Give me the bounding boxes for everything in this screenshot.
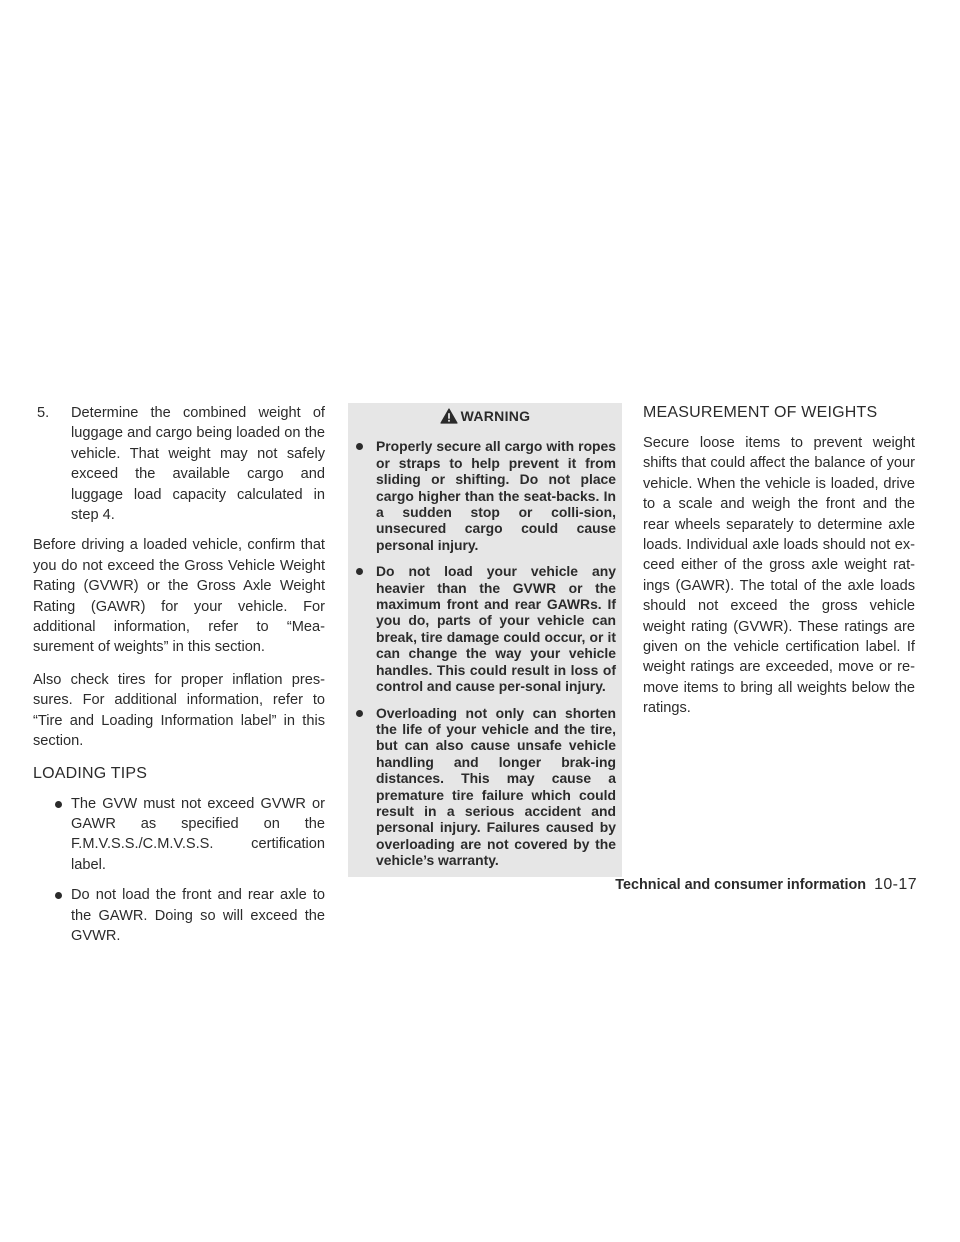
right-column	[643, 403, 915, 731]
bullet-icon	[55, 801, 62, 808]
warning-column	[348, 403, 622, 877]
loading-tip-item	[33, 885, 325, 946]
measurement-heading: MEASUREMENT OF WEIGHTS	[643, 404, 878, 421]
warning-item	[354, 563, 616, 694]
loading-tip-text: Do not load the front and rear axle to the GAWR. Doing so will exceed the GVWR.	[71, 887, 325, 944]
tire-inflation-paragraph: Also check tires for proper inflation pres-sures. For additional information, refer to “Tire and Loading Information label” in this section.	[33, 671, 325, 750]
warning-header	[354, 408, 616, 424]
bullet-icon	[356, 443, 363, 450]
bullet-icon	[356, 568, 363, 575]
bullet-icon	[356, 710, 363, 717]
bullet-icon	[55, 892, 62, 899]
section-title: Technical and consumer information	[615, 877, 867, 893]
warning-text: Do not load your vehicle any heavier than the GVWR or the maximum front and rear GAWRs. If you do, parts of your vehicle can break, tire damage could occur, or it can change the way your vehicle handles. This could result in loss of control and cause per-sonal injury.	[376, 563, 616, 695]
gvwr-paragraph: Before driving a loaded vehicle, confirm that you do not exceed the Gross Vehicle Weight Rating (GVWR) or the Gross Axle Weight Rating (GAWR) for your vehicle. For additional information, refer to “Mea-surement of weights” in this section.	[33, 537, 325, 656]
step-5	[33, 403, 325, 525]
warning-box	[348, 403, 622, 877]
page-number: 10-17	[874, 876, 917, 893]
measurement-paragraph: Secure loose items to prevent weight shifts that could affect the balance of your vehicle. When the vehicle is loaded, drive to a scale and weigh the front and the rear wheels separately to determine axle loads. Individual axle loads should not ex-ceed either of the gross axle weight rat-ings (GAWR). The total of the axle loads should not exceed the gross vehicle weight rating (GVWR). These ratings are given on the vehicle certification label. If weight ratings are exceeded, move or re-move items to bring all weights below the ratings.	[643, 435, 915, 717]
step-number: 5.	[37, 405, 50, 421]
warning-text: Properly secure all cargo with ropes or straps to help prevent it from sliding or shifting. Do not place cargo higher than the seat-backs. In a sudden stop or colli-sion, unsecured cargo could cause personal injury.	[376, 438, 616, 553]
warning-text: Overloading not only can shorten the life of your vehicle and the tire, but can also cause unsafe vehicle handling and longer brak-ing distances. This may cause a premature tire failure which could result in a serious accident and personal injury. Failures caused by overloading are not covered by the vehicle’s warranty.	[376, 704, 616, 869]
warning-triangle-icon	[440, 408, 458, 424]
warning-item	[354, 438, 616, 553]
warning-title: WARNING	[460, 408, 531, 424]
warning-item	[354, 705, 616, 869]
page-footer	[615, 876, 917, 894]
loading-tip-item	[33, 794, 325, 876]
loading-tips-heading: LOADING TIPS	[33, 764, 148, 782]
loading-tip-text: The GVW must not exceed GVWR or GAWR as specified on the F.M.V.S.S./C.M.V.S.S. certification label.	[71, 795, 325, 873]
left-column	[33, 403, 325, 956]
step-text: Determine the combined weight of luggage and cargo being loaded on the vehicle. That weight may not safely exceed the available cargo and luggage load capacity calculated in step 4.	[71, 405, 325, 524]
